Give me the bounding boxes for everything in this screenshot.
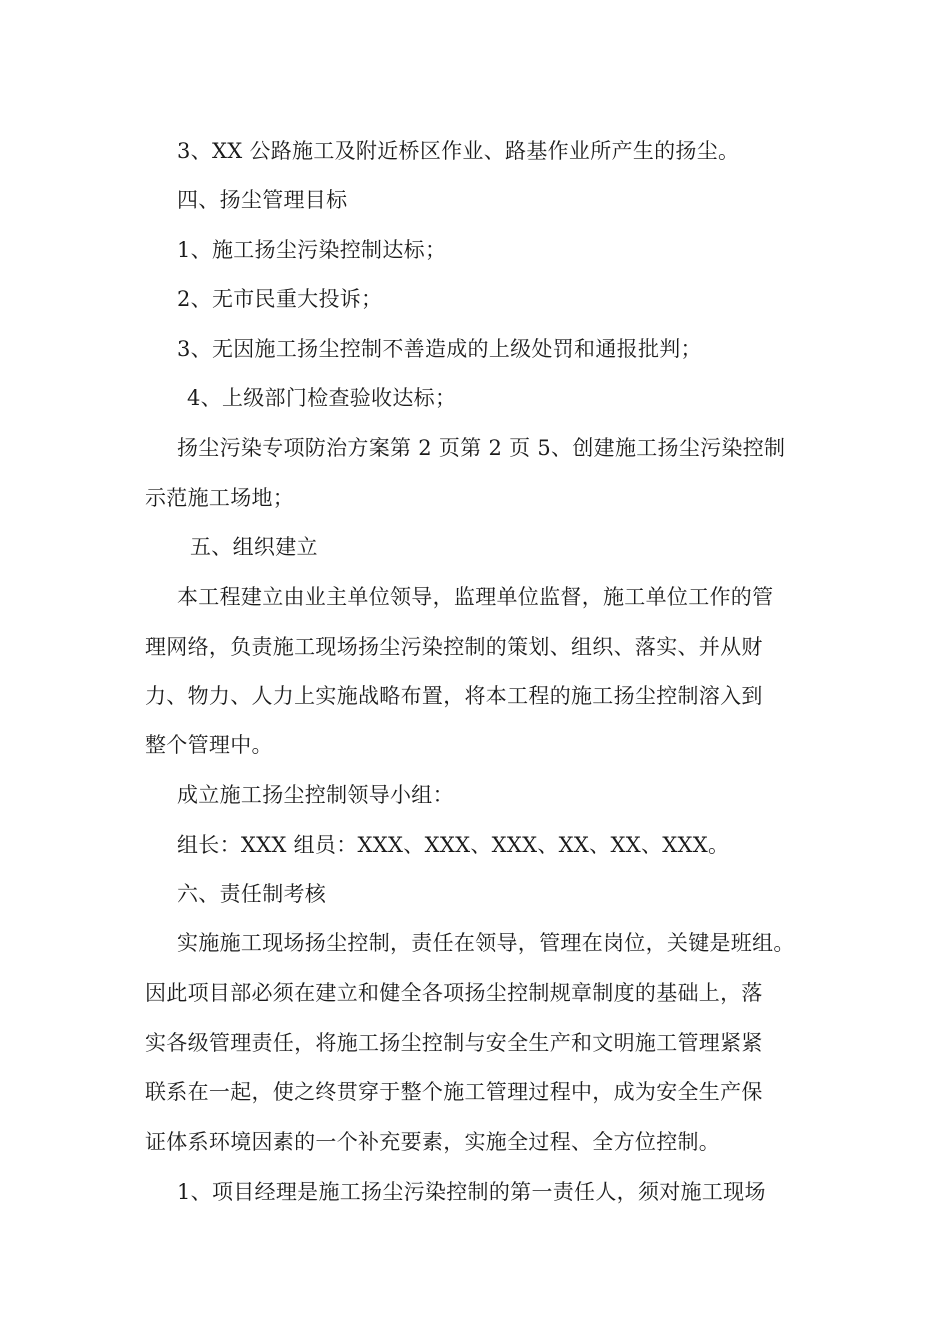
text-line-group: 成立施工扬尘控制领导小组： xyxy=(177,783,454,807)
section-heading-5: 五、组织建立 xyxy=(190,535,318,559)
paragraph-resp-line-2: 因此项目部必须在建立和健全各项扬尘控制规章制度的基础上，落 xyxy=(145,981,763,1005)
paragraph-org-line-4: 整个管理中。 xyxy=(145,733,273,757)
text-line-goal-5: 扬尘污染专项防治方案第 2 页第 2 页 5、创建施工扬尘污染控制 xyxy=(177,436,786,460)
paragraph-resp-line-3: 实各级管理责任，将施工扬尘控制与安全生产和文明施工管理紧紧 xyxy=(145,1031,763,1055)
paragraph-org-line-2: 理网络，负责施工现场扬尘污染控制的策划、组织、落实、并从财 xyxy=(145,635,763,659)
text-line-manager: 1、项目经理是施工扬尘污染控制的第一责任人，须对施工现场 xyxy=(177,1180,766,1204)
section-heading-6: 六、责任制考核 xyxy=(177,882,327,906)
text-line-goal-4: 4、上级部门检查验收达标； xyxy=(187,386,457,410)
paragraph-resp-line-1: 实施施工现场扬尘控制，责任在领导，管理在岗位，关键是班组。 xyxy=(177,931,795,955)
paragraph-resp-line-5: 证体系环境因素的一个补充要素，实施全过程、全方位控制。 xyxy=(145,1130,721,1154)
text-line-goal-5-cont: 示范施工场地； xyxy=(145,486,295,510)
text-line-goal-3: 3、无因施工扬尘控制不善造成的上级处罚和通报批判； xyxy=(177,337,702,361)
text-line-scope-3: 3、XX 公路施工及附近桥区作业、路基作业所产生的扬尘。 xyxy=(177,139,740,163)
section-heading-4: 四、扬尘管理目标 xyxy=(177,188,348,212)
text-line-goal-1: 1、施工扬尘污染控制达标； xyxy=(177,238,447,262)
paragraph-resp-line-4: 联系在一起，使之终贯穿于整个施工管理过程中，成为安全生产保 xyxy=(145,1080,763,1104)
paragraph-org-line-1: 本工程建立由业主单位领导，监理单位监督，施工单位工作的管 xyxy=(177,585,774,609)
text-line-goal-2: 2、无市民重大投诉； xyxy=(177,287,383,311)
text-line-members: 组长：XXX 组员：XXX、XXX、XXX、XX、XX、XXX。 xyxy=(177,833,730,857)
paragraph-org-line-3: 力、物力、人力上实施战略布置，将本工程的施工扬尘控制溶入到 xyxy=(145,684,763,708)
